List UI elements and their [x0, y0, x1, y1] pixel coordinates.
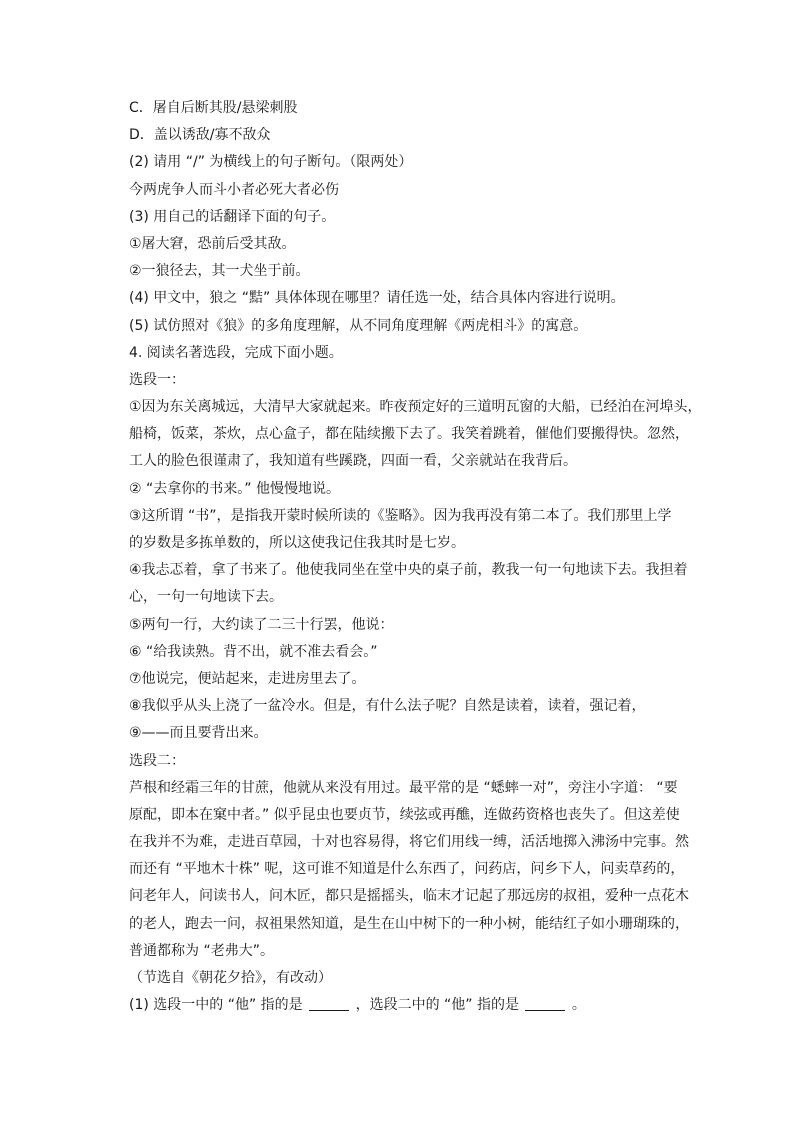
excerpt-1-line: ② “去拿你的书来。” 他慢慢地说。: [129, 480, 340, 497]
excerpt-2-line: 而还有 “平地木十株” 呢，这可谁不知道是什么东西了，问药店，问乡下人，问卖草药的，: [129, 861, 685, 878]
excerpt-2-line: 问老年人，问读书人，问木匠，都只是摇摇头，临末才记起了那远房的叔祖，爱种一点花木: [129, 888, 689, 905]
excerpt-2-line: 芦根和经霜三年的甘蔗，他就从来没有用过。最平常的是 “蟋蟀一对”，旁注小字道： “要: [129, 779, 678, 796]
excerpt-1-heading: 选段一：: [129, 371, 185, 388]
excerpt-1-line: ⑤两句一行，大约读了二三十行罢，他说：: [129, 616, 394, 633]
translate-sentence-1: ①屠大窘，恐前后受其敌。: [129, 235, 296, 252]
excerpt-2-heading: 选段二：: [129, 752, 185, 769]
excerpt-1-line: ⑥ “给我读熟。背不出，就不准去看会。”: [129, 643, 378, 660]
excerpt-1-line: 船椅，饭菜，茶炊，点心盒子，都在陆续搬下去了。我笑着跳着，催他们要搬得快。忽然，: [129, 426, 689, 443]
excerpt-1-line: ①因为东关离城远，大清早大家就起来。昨夜预定好的三道明瓦窗的大船，已经泊在河埠头，: [129, 399, 702, 416]
excerpt-1-line: ④我忐忑着，拿了书来了。他使我同坐在堂中央的桌子前，教我一句一句地读下去。我担着: [129, 562, 688, 579]
excerpt-2-line: 在我并不为难，走进百草园，十对也容易得，将它们用线一缚，活活地掷入沸汤中完事。然: [129, 834, 689, 851]
question-2: (2) 请用 “/” 为横线上的句子断句。（限两处）: [129, 154, 413, 171]
answer-blank-2[interactable]: [525, 996, 565, 1011]
question-5: (5) 试仿照对《狼》的多角度理解，从不同角度理解《两虎相斗》的寓意。: [129, 317, 588, 334]
document-body: [129, 95, 704, 1019]
question-1-fill-blank: [129, 992, 704, 1019]
translate-sentence-2: ②一狼径去，其一犬坐于前。: [129, 263, 310, 280]
answer-blank-1[interactable]: [309, 996, 349, 1011]
excerpt-1-line: ③这所谓 “书”，是指我开蒙时候所读的《鉴略》。因为我再没有第二本了。我们那里上学: [129, 507, 672, 524]
excerpt-1-line: 心，一句一句地读下去。: [129, 589, 283, 606]
question-1-text-part3: 。: [571, 997, 586, 1014]
question-1-text-part2: ，选段二中的 “他” 指的是: [355, 997, 519, 1014]
excerpt-2-line: 的老人，跑去一问，叔祖果然知道，是生在山中树下的一种小树，能结红子如小珊瑚珠的，: [129, 915, 689, 932]
question-1-text-part1: (1) 选段一中的 “他” 指的是: [129, 997, 303, 1014]
excerpt-1-line: 的岁数是多拣单数的，所以这使我记住我其时是七岁。: [129, 535, 465, 551]
excerpt-1-line: ⑧我似乎从头上浇了一盆冷水。但是，有什么法子呢？自然是读着，读着，强记着，: [129, 698, 646, 715]
option-d: D．盖以诱敌/寡不敌众: [129, 127, 271, 144]
excerpt-1-line: ⑦他说完，便站起来，走进房里去了。: [129, 670, 366, 687]
excerpt-1-line: 工人的脸色很谨肃了，我知道有些蹊跷，四面一看，父亲就站在我背后。: [129, 453, 577, 470]
excerpt-2-line: 普通都称为 “老弗大”。: [129, 942, 274, 959]
excerpt-1-line: ⑨——而且要背出来。: [129, 725, 268, 742]
section-4-heading: 4. 阅读名著选段，完成下面小题。: [129, 344, 343, 361]
question-4: (4) 甲文中，狼之 “黠” 具体体现在哪里？请任选一处，结合具体内容进行说明。: [129, 290, 625, 307]
sentence-to-punctuate: 今两虎争人而斗小者必死大者必伤: [129, 181, 339, 198]
option-c: C．屠自后断其股/悬梁刺股: [129, 100, 298, 116]
question-3: (3) 用自己的话翻译下面的句子。: [129, 208, 336, 225]
source-note: （节选自《朝花夕拾》，有改动）: [129, 970, 332, 986]
excerpt-2-line: 原配，即本在窠中者。” 似乎昆虫也要贞节，续弦或再醮，连做药资格也丧失了。但这差使: [129, 806, 680, 823]
